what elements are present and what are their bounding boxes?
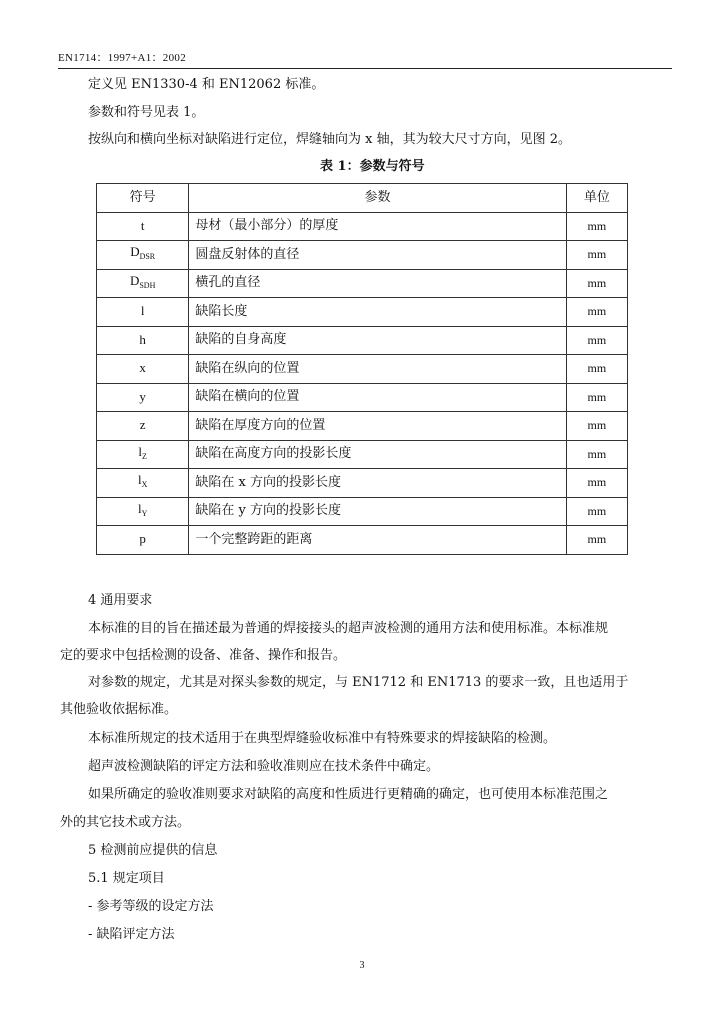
symbol-text: l <box>137 500 142 516</box>
table-row <box>97 497 628 526</box>
page-number: 3 <box>359 960 365 971</box>
symbol-text: y <box>139 388 146 404</box>
table-row <box>97 241 628 270</box>
unit-cell <box>566 526 627 555</box>
header-parameter: 参数 <box>189 184 566 213</box>
table-row <box>97 269 628 298</box>
table-row <box>97 355 628 384</box>
unit-text: mm <box>587 304 607 319</box>
symbol-cell <box>97 241 189 270</box>
symbol-text: z <box>139 417 146 433</box>
unit-text: mm <box>587 275 607 290</box>
symbol-cell <box>97 355 189 384</box>
symbol-text: D <box>129 272 140 288</box>
symbol-text: t <box>140 217 145 233</box>
section-4-para1-line1: 本标准的目的旨在描述最为普通的焊接接头的超声波检测的通用方法和使用标准。本标准规 <box>88 621 609 636</box>
unit-cell <box>566 269 627 298</box>
table-caption: 表 1：参数与符号 <box>320 159 425 174</box>
unit-cell <box>566 326 627 355</box>
symbol-cell <box>97 269 189 298</box>
symbol-text: l <box>137 472 142 488</box>
section-5-1-heading: 5.1 规定项目 <box>88 871 165 886</box>
symbol-cell <box>97 412 189 441</box>
symbol-cell <box>97 469 189 498</box>
parameter-cell: 缺陷在 y 方向的投影长度 <box>189 497 566 526</box>
symbol-cell <box>97 526 189 555</box>
intro-line-definitions: 定义见 EN1330-4 和 EN12062 标准。 <box>88 77 325 92</box>
symbol-cell <box>97 383 189 412</box>
section-5-1-item-evaluation: - 缺陷评定方法 <box>88 927 175 942</box>
intro-line-table-ref: 参数和符号见表 1。 <box>88 105 205 120</box>
symbol-subscript: X <box>141 480 148 490</box>
symbol-cell <box>97 212 189 241</box>
symbol-text: h <box>139 331 146 347</box>
unit-cell <box>566 412 627 441</box>
parameter-cell: 缺陷在 x 方向的投影长度 <box>189 469 566 498</box>
parameter-cell: 缺陷在高度方向的投影长度 <box>189 440 566 469</box>
parameters-table <box>96 183 628 555</box>
table-row <box>97 298 628 327</box>
symbol-text: x <box>139 360 146 376</box>
unit-cell <box>566 298 627 327</box>
running-header: EN1714：1997+A1：2002 <box>58 48 672 69</box>
table-row <box>97 212 628 241</box>
table-header-row <box>97 184 628 213</box>
parameter-cell: 母材（最小部分）的厚度 <box>189 212 566 241</box>
parameter-cell: 缺陷在纵向的位置 <box>189 355 566 384</box>
section-5-1-item-reference-level: - 参考等级的设定方法 <box>88 899 214 914</box>
unit-text: mm <box>587 389 607 404</box>
symbol-subscript: DSR <box>139 252 156 262</box>
unit-text: mm <box>587 418 607 433</box>
symbol-cell <box>97 497 189 526</box>
section-4-para2-line1: 对参数的规定，尤其是对探头参数的规定，与 EN1712 和 EN1713 的要求一致，且也适用于 <box>88 675 629 690</box>
symbol-text: p <box>139 531 146 547</box>
table-body <box>97 212 628 554</box>
unit-cell <box>566 497 627 526</box>
symbol-subscript: SDH <box>139 280 156 290</box>
unit-text: mm <box>587 361 607 376</box>
symbol-subscript: Y <box>141 508 148 518</box>
section-4-heading: 4 通用要求 <box>88 593 153 608</box>
intro-line-coordinates: 按纵向和横向坐标对缺陷进行定位，焊缝轴向为 x 轴，其为较大尺寸方向，见图 2。 <box>88 132 571 147</box>
unit-text: mm <box>587 475 607 490</box>
table-row <box>97 440 628 469</box>
table-row <box>97 383 628 412</box>
table-row <box>97 469 628 498</box>
unit-text: mm <box>587 218 607 233</box>
unit-text: mm <box>587 332 607 347</box>
unit-cell <box>566 469 627 498</box>
unit-cell <box>566 355 627 384</box>
table-row <box>97 326 628 355</box>
symbol-cell <box>97 440 189 469</box>
unit-text: mm <box>587 503 607 518</box>
parameter-cell: 圆盘反射体的直径 <box>189 241 566 270</box>
section-5-heading: 5 检测前应提供的信息 <box>88 843 218 858</box>
parameter-cell: 缺陷在横向的位置 <box>189 383 566 412</box>
symbol-cell <box>97 298 189 327</box>
unit-cell <box>566 440 627 469</box>
symbol-cell <box>97 326 189 355</box>
unit-text: mm <box>587 247 607 262</box>
parameter-cell: 缺陷长度 <box>189 298 566 327</box>
table-row <box>97 412 628 441</box>
unit-cell <box>566 383 627 412</box>
unit-text: mm <box>587 532 607 547</box>
unit-cell <box>566 241 627 270</box>
table-row <box>97 526 628 555</box>
header-unit: 单位 <box>566 184 627 213</box>
section-4-para2-line2: 其他验收依据标准。 <box>60 702 178 717</box>
parameter-cell: 缺陷在厚度方向的位置 <box>189 412 566 441</box>
parameter-cell: 缺陷的自身高度 <box>189 326 566 355</box>
symbol-text: l <box>138 443 143 459</box>
section-4-para5-line1: 如果所确定的验收准则要求对缺陷的高度和性质进行更精确的确定，也可使用本标准范围之 <box>88 787 609 802</box>
section-4-para3: 本标准所规定的技术适用于在典型焊缝验收标准中有特殊要求的焊接缺陷的检测。 <box>88 731 557 746</box>
header-symbol: 符号 <box>97 184 189 213</box>
section-4-para1-line2: 定的要求中包括检测的设备、准备、操作和报告。 <box>60 648 347 663</box>
parameter-cell: 横孔的直径 <box>189 269 566 298</box>
section-4-para4: 超声波检测缺陷的评定方法和验收准则应在技术条件中确定。 <box>88 759 440 774</box>
symbol-subscript: Z <box>142 451 147 461</box>
section-4-para5-line2: 外的其它技术或方法。 <box>60 815 191 830</box>
symbol-text: l <box>140 303 145 319</box>
unit-cell <box>566 212 627 241</box>
unit-text: mm <box>587 446 607 461</box>
parameter-cell: 一个完整跨距的距离 <box>189 526 566 555</box>
symbol-text: D <box>130 244 140 260</box>
